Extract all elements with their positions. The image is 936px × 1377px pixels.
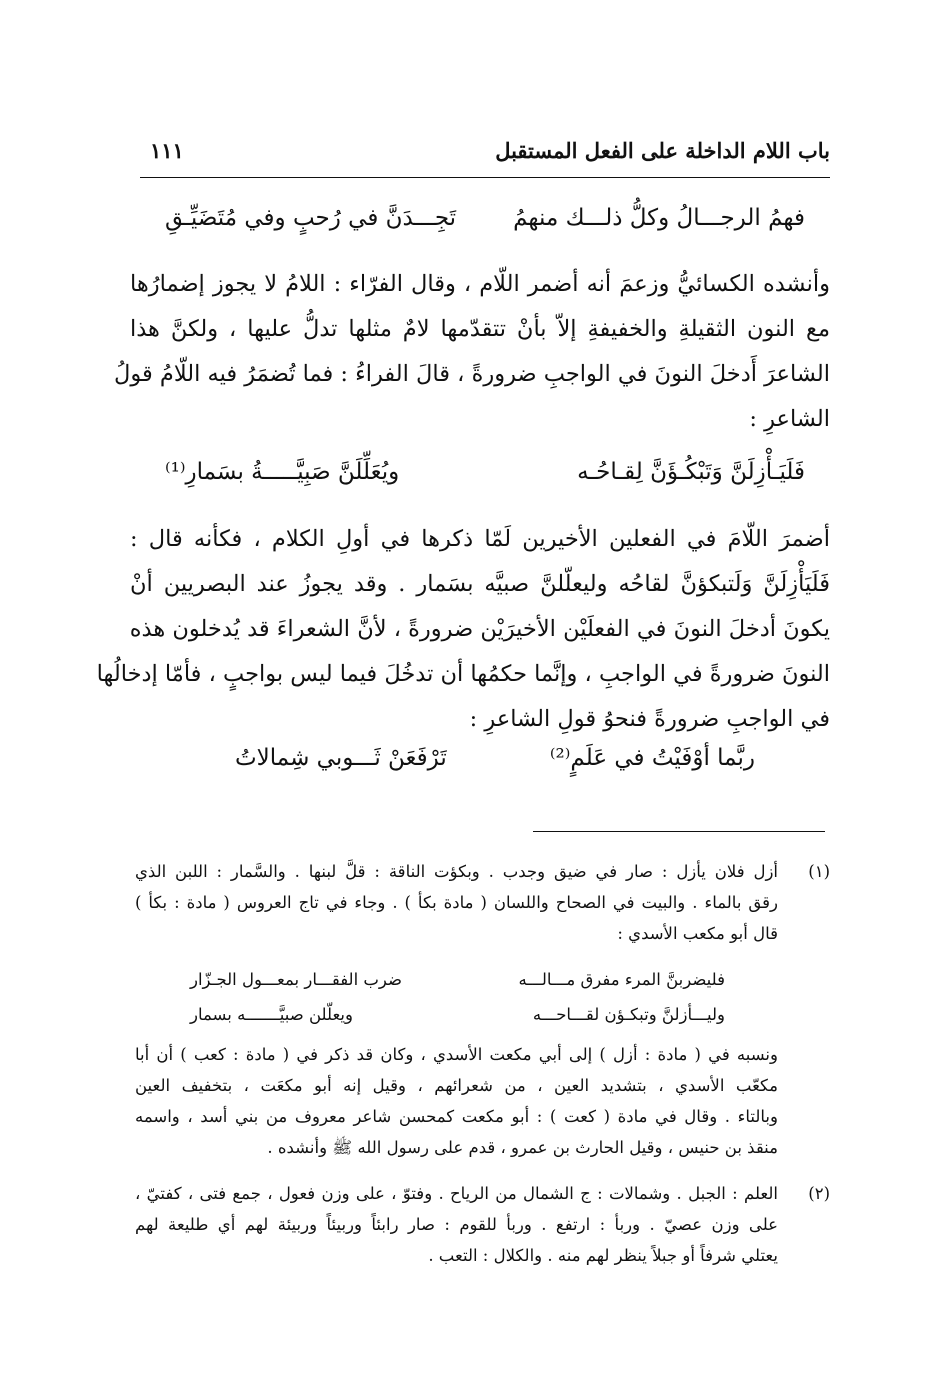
paragraph-line: النونَ ضرورةً في الواجبِ ، وإنَّما حكمُها أن تدخُلَ فيما ليس بواجبٍ ، فأمّا إدخالُها xyxy=(96,661,830,687)
paragraph-1 xyxy=(114,262,830,442)
verse-3-first-hemistich: ربَّما أوْفَيْتُ في عَلَمٍ⁽²⁾ xyxy=(549,745,755,771)
page-number: ١١١ xyxy=(150,138,184,163)
paragraph-line: وأنشده الكسائيُّ وزعمَ أنه أضمر اللّام ، وقال الفرّاء : اللامُ لا يجوز إضمارُها xyxy=(130,271,830,297)
paragraph-line: في الواجبِ ضرورةً فنحوُ قولِ الشاعرِ : xyxy=(469,706,830,732)
footnote-verse-a-second: ضرب الفقـــار بمعـــول الجـزّار xyxy=(190,970,403,989)
footnote-line: مكعّب الأسدي ، بتشديد العين ، من شعرائهم ، وقيل إنه أبو مكعَت ، بتخفيف العين xyxy=(135,1076,778,1095)
verse-1-first-hemistich: فهمُ الرجـــالُ وكلُّ ذلـــك منهمُ xyxy=(513,205,805,231)
paragraph-line: فَلَيَأْزِلَنَّ وَلَتبكؤنَّ لقاحُه وليعلّلنَّ صبيَّه بسَمار . وقد يجوزُ عند البصريين أنْ xyxy=(130,571,830,597)
footnote-verse-a xyxy=(190,970,725,1000)
chapter-title: باب اللام الداخلة على الفعل المستقبل xyxy=(495,138,830,163)
footnote-1 xyxy=(135,856,830,952)
poem-verse-2 xyxy=(165,459,805,499)
header-rule xyxy=(140,177,830,178)
page-header xyxy=(140,138,830,174)
footnote-line: يعتلي شرفاً أو جبلاً ينظر لهم منه . والكلال : التعب . xyxy=(428,1246,778,1265)
verse-1-second-hemistich: تَجِـــدَنَّ في رُحبٍ وفي مُتَضَيِّـقِ xyxy=(165,205,457,231)
footnote-verse-a-first: فليضربنَّ المرء مفرق مـــالـــه xyxy=(518,970,725,989)
footnote-number: (٢) xyxy=(808,1184,830,1203)
footnote-2 xyxy=(135,1178,830,1274)
verse-3-second-hemistich: تَرْفَعَنْ ثَـــوبي شِمالاتُ xyxy=(235,745,447,771)
footnote-line: ونسبه في ( مادة : أزل ) إلى أبي مكعت الأسدي ، وكان قد ذكر في ( مادة : كعب ) أن أبا xyxy=(135,1045,778,1064)
footnote-line: قال أبو مكعب الأسدي : xyxy=(617,924,778,943)
footnote-verse-b-second: ويعلّلن صبيَّـــــــه بسمار xyxy=(190,1005,353,1024)
footnote-body xyxy=(135,1039,778,1163)
footnote-number: (١) xyxy=(808,862,830,881)
verse-2-first-hemistich: فَلَيَـأْزِلَنَّ وَتَبْكُـؤَنَّ لِقـاحُـه xyxy=(577,459,805,485)
footnote-body xyxy=(135,1178,778,1271)
paragraph-line: مع النون الثقيلةِ والخفيفةِ إلاّ بأنْ تتقدّمها لامٌ مثلها تدلُّ عليها ، ولكنَّ هذا xyxy=(130,316,830,342)
footnote-line: العلم : الجبل . وشمالات : ج الشمال من الرياح . وفتوّ ، على وزن فعول ، جمع فتى ، كفتيّ ، xyxy=(135,1184,778,1203)
poem-verse-1 xyxy=(165,205,805,245)
footnote-verse-b-first: وليـــأزلنَّ وتبكـؤن لقـــاحـــه xyxy=(532,1005,725,1024)
footnote-body xyxy=(135,856,778,949)
verse-2-second-hemistich: ويُعَلِّلَنَّ صَبِيَّـــــةُ بسَمارِ⁽¹⁾ xyxy=(165,459,400,485)
poem-verse-3 xyxy=(235,745,755,785)
footnote-1-continued xyxy=(135,1039,830,1167)
footnote-line: أزل فلان يأزل : صار في ضيق وجدب . وبكؤت الناقة : قلَّ لبنها . والسَّمار : اللبن الذي xyxy=(135,862,778,881)
paragraph-line: يكونَ أدخلَ النونَ في الفعلَيْن الأخيرَيْن ضرورةً ، لأنَّ الشعراءَ قد يُدخلون هذه xyxy=(129,616,830,642)
footnote-line: على وزن عصيّ . وربأ : ارتفع . وربأ للقوم : صار رابئاً وربيئاً وربيئة لهم أي طليعة لهم xyxy=(135,1215,778,1234)
footnote-separator xyxy=(533,831,825,832)
footnote-verse-b xyxy=(190,1005,725,1035)
footnote-line: منقذ بن حنيس ، وقيل الحارث بن عمرو ، قدم على رسول الله ﷺ وأنشده . xyxy=(267,1138,778,1157)
footnote-line: وبالتاء . وقال في مادة ( كعت ) : أبو مكعت كمحسن شاعر معروف من بني أسد ، واسمه xyxy=(135,1107,778,1126)
paragraph-line: أضمرَ اللّامَ في الفعلين الأخيرين لَمّا ذكرها في أولِ الكلام ، فكأنه قال : xyxy=(130,526,830,552)
paragraph-line: الشاعرَ أَدخلَ النونَ في الواجبِ ضرورةً ، قالَ الفراءُ : فما تُضمَرُ فيه اللّامُ قولُ xyxy=(114,361,830,387)
paragraph-line: الشاعرِ : xyxy=(749,406,830,432)
paragraph-2 xyxy=(96,517,830,742)
footnote-line: رقق بالماء . والبيت في الصحاح واللسان ( مادة بكأ ) . وجاء في تاج العروس ( مادة : بكأ ) xyxy=(135,893,778,912)
